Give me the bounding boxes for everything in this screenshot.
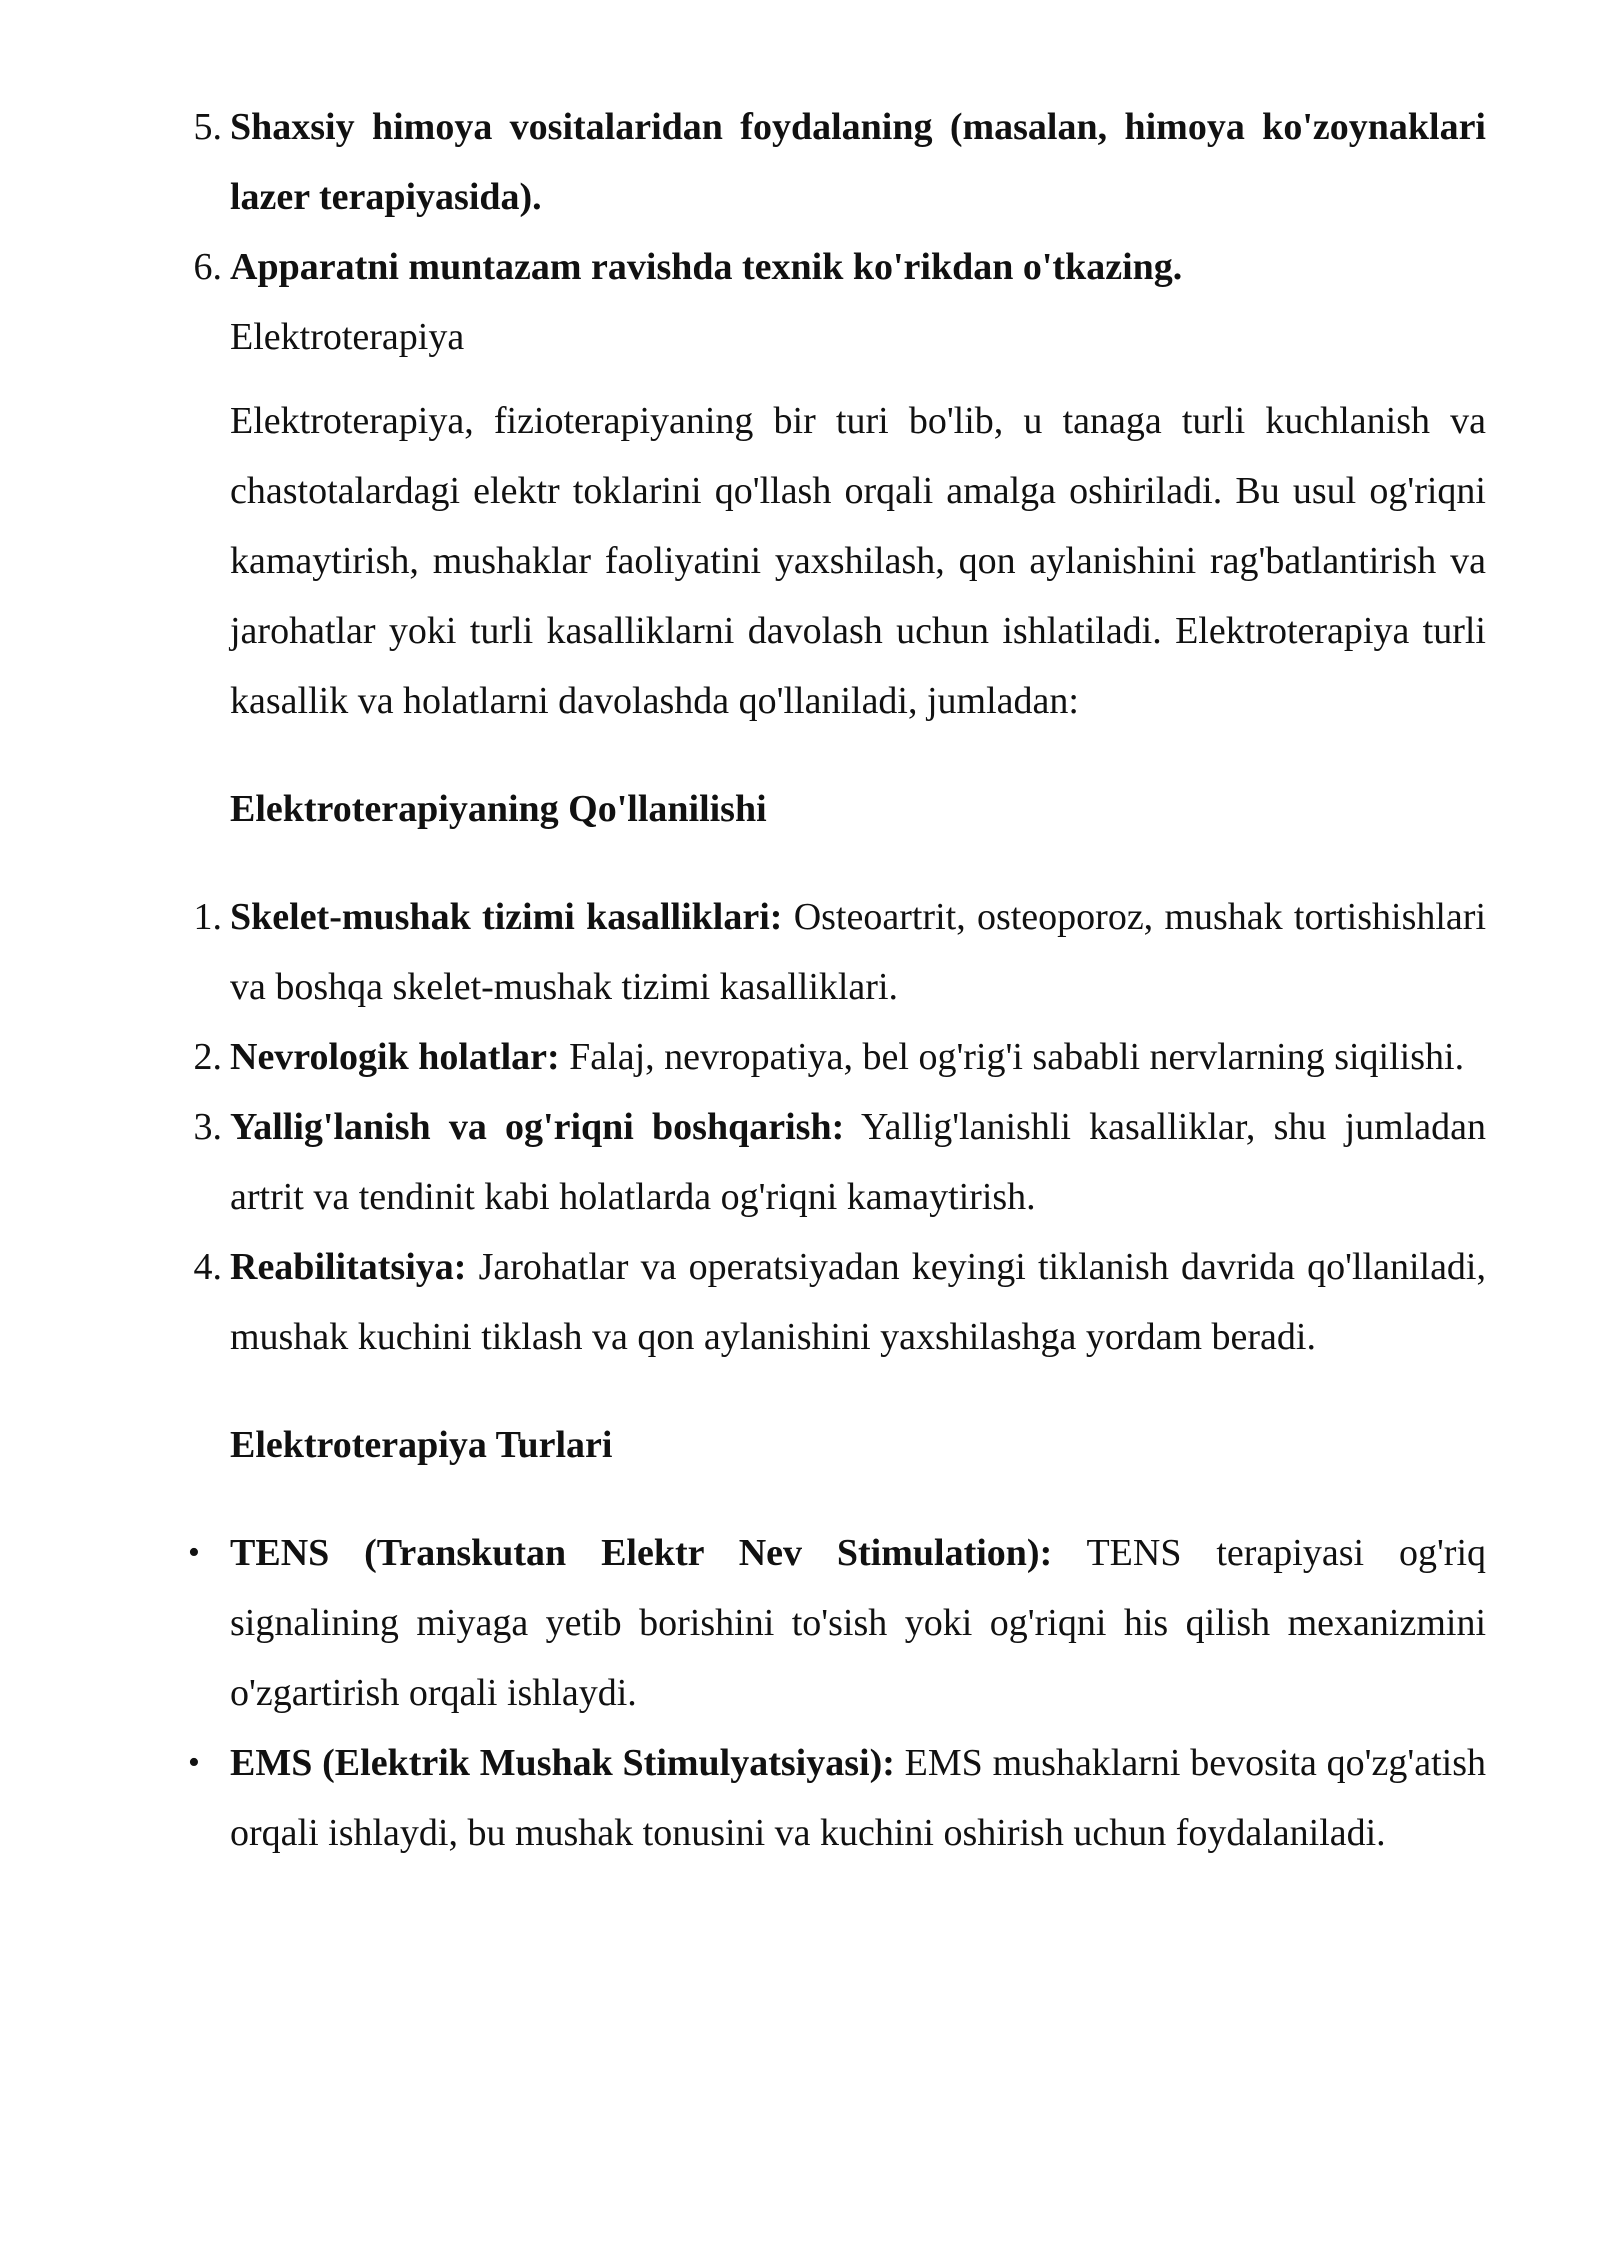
applications-list [193, 882, 1487, 1372]
list-number: 4. [193, 1246, 222, 1288]
bullet-icon: • [188, 1744, 200, 1781]
list-item-title: TENS (Transkutan Elektr Nev Stimulation): [230, 1532, 1053, 1574]
list-item-text: Osteoartrit, osteoporoz, mushak tortishishlari va boshqa skelet-mushak tizimi kasalliklari. [230, 896, 1487, 1008]
list-item [193, 232, 1486, 302]
list-item-text: Jarohatlar va operatsiyadan keyingi tiklanish davrida qo'llaniladi, mushak kuchini tiklash va qon aylanishini yaxshilashga yordam beradi. [230, 1246, 1486, 1358]
list-item [193, 1232, 1486, 1372]
list-item-title: Nevrologik holatlar: [230, 1036, 560, 1078]
page-content [188, 92, 1487, 1868]
list-item-text: EMS mushaklarni bevosita qo'zg'atish orqali ishlaydi, bu mushak tonusini va kuchini oshirish uchun foydalaniladi. [230, 1742, 1486, 1854]
list-item [188, 1728, 1486, 1868]
list-number: 6. [193, 246, 222, 288]
safety-list [193, 92, 1486, 302]
list-item-text: Yallig'lanishli kasalliklar, shu jumladan artrit va tendinit kabi holatlarda og'riqni kamaytirish. [230, 1106, 1486, 1218]
list-number: 2. [193, 1036, 222, 1078]
applications-heading: Elektroterapiyaning Qo'llanilishi [230, 788, 767, 830]
list-item-title: EMS (Elektrik Mushak Stimulyatsiyasi): [230, 1742, 895, 1784]
list-number: 5. [193, 106, 222, 148]
list-item-text: Apparatni muntazam ravishda texnik ko'rikdan o'tkazing. [230, 246, 1183, 288]
bullet-icon: • [188, 1534, 200, 1571]
types-heading: Elektroterapiya Turlari [230, 1424, 613, 1466]
list-item-text: Shaxsiy himoya vositalaridan foydalaning (masalan, himoya ko'zoynaklari lazer terapiyasida). [230, 106, 1486, 218]
intro-paragraph: Elektroterapiya, fizioterapiyaning bir turi bo'lib, u tanaga turli kuchlanish va chastotalardagi elektr toklarini qo'llash orqali amalga oshiriladi. Bu usul og'riqni kamaytirish, mushaklar faoliyatini yaxshilash, qon aylanishini rag'batlantirish va jarohatlar yoki turli kasalliklarni davolash uchun ishlatiladi. Elektroterapiya turli kasallik va holatlarni davolashda qo'llaniladi, jumladan: [230, 400, 1486, 722]
list-item-title: Yallig'lanish va og'riqni boshqarish: [230, 1106, 845, 1148]
list-item [193, 882, 1487, 1022]
list-item-title: Reabilitatsiya: [230, 1246, 467, 1288]
list-item [193, 1022, 1486, 1092]
list-item-text: Falaj, nevropatiya, bel og'rig'i sababli nervlarning siqilishi. [559, 1036, 1465, 1078]
list-number: 3. [193, 1106, 222, 1148]
list-item [193, 1092, 1486, 1232]
list-item-text: TENS terapiyasi og'riq signalining miyaga yetib borishini to'sish yoki og'riqni his qilish mexanizmini o'zgartirish orqali ishlaydi. [230, 1532, 1487, 1714]
types-list [188, 1518, 1487, 1868]
list-number: 1. [193, 896, 222, 938]
list-item-title: Skelet-mushak tizimi kasalliklari: [230, 896, 783, 938]
list-item [193, 92, 1486, 232]
section-title: Elektroterapiya [230, 316, 465, 358]
list-item [188, 1518, 1487, 1728]
